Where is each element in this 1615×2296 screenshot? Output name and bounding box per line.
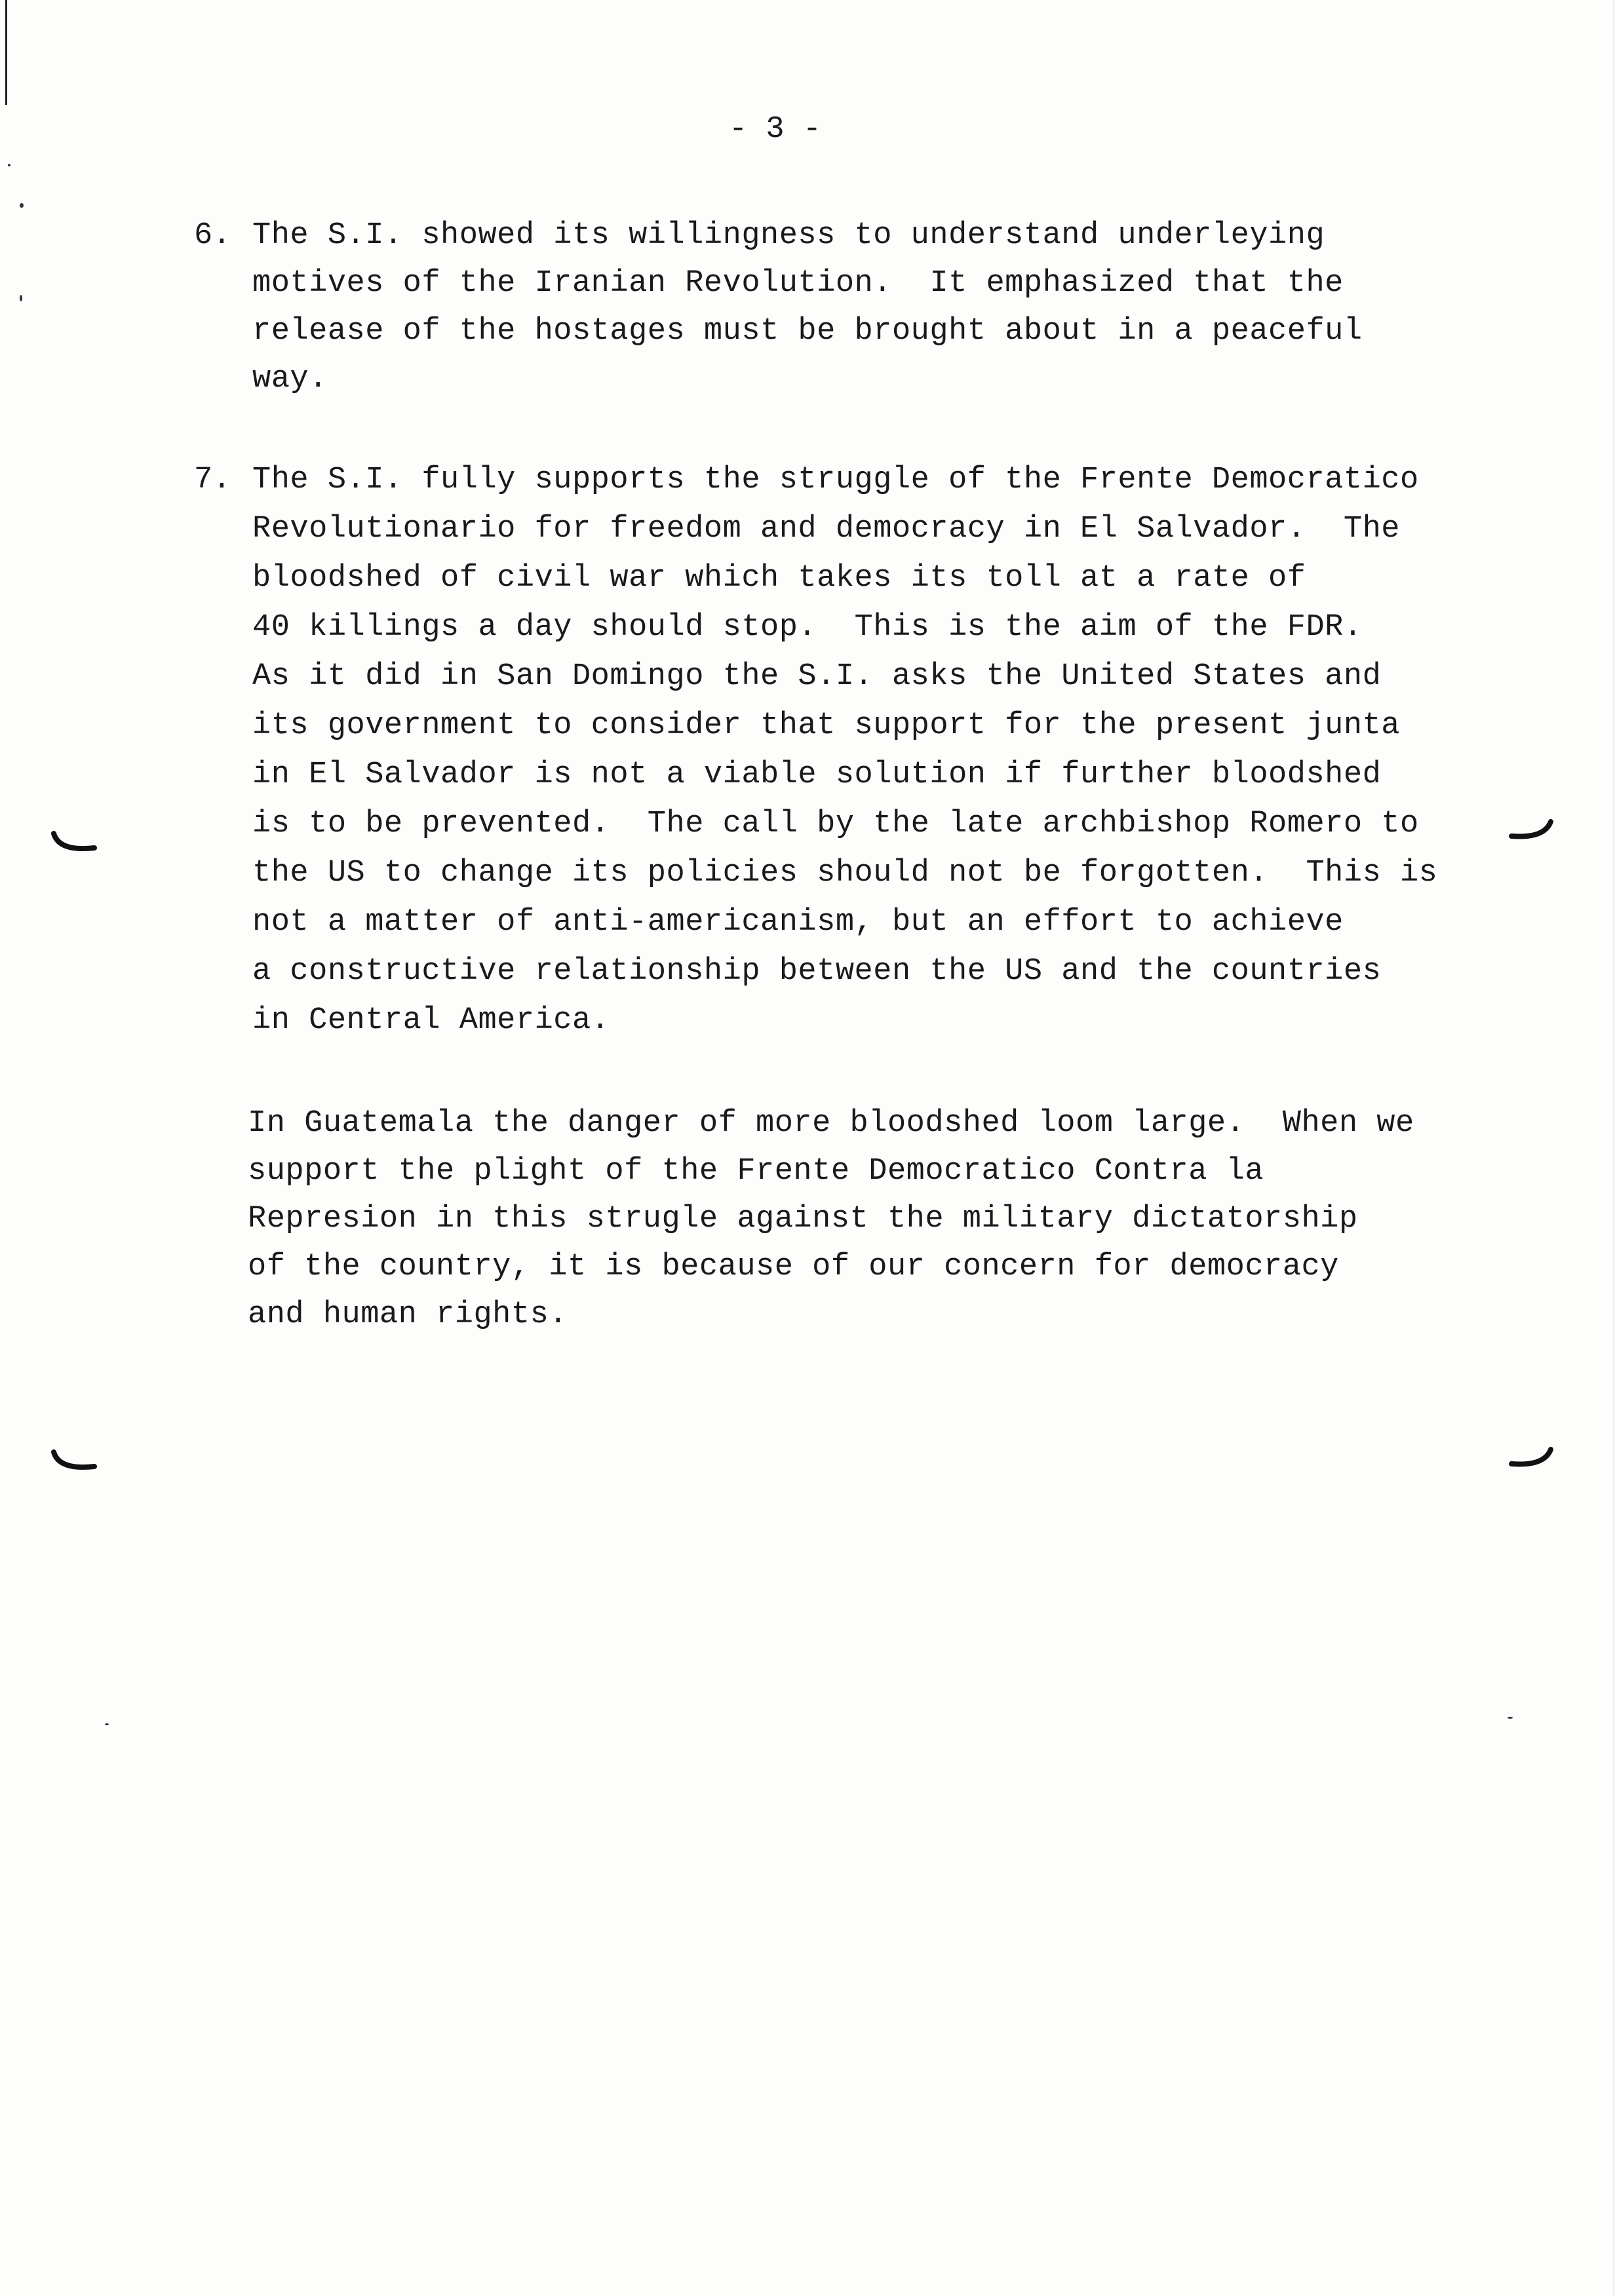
text-line: release of the hostages must be brought about in a peaceful (252, 314, 1363, 349)
text-line: 40 killings a day should stop. This is the aim of the FDR. (252, 610, 1363, 645)
text-line: of the country, it is because of our concern for democracy (248, 1250, 1339, 1284)
text-line: in Central America. (252, 1003, 610, 1038)
text-line: the US to change its policies should not be forgotten. This is (252, 856, 1438, 890)
text-line: bloodshed of civil war which takes its toll at a rate of (252, 561, 1306, 596)
text-line: In Guatemala the danger of more bloodshed loom large. When we (248, 1106, 1414, 1141)
text-line: The S.I. showed its willingness to understand underleying (252, 218, 1325, 253)
text-line: way. (252, 362, 328, 396)
scan-speck (20, 295, 22, 301)
punch-hole-mark (51, 831, 97, 854)
text-line: The S.I. fully supports the struggle of the Frente Democratico (252, 463, 1419, 497)
text-line: Revolutionario for freedom and democracy in El Salvador. The (252, 512, 1400, 546)
text-line: motives of the Iranian Revolution. It emphasized that the (252, 266, 1344, 301)
text-line: a constructive relationship between the US and the countries (252, 954, 1382, 989)
punch-hole-mark (1509, 819, 1555, 843)
text-line: support the plight of the Frente Democratico Contra la (248, 1154, 1264, 1189)
text-line: is to be prevented. The call by the late archbishop Romero to (252, 807, 1419, 841)
scan-speck (20, 203, 24, 208)
text-line: As it did in San Domingo the S.I. asks the United States and (252, 659, 1382, 694)
item-number: 7. (194, 463, 231, 497)
scan-speck (105, 1723, 109, 1725)
punch-hole-mark (51, 1449, 97, 1473)
text-line: not a matter of anti-americanism, but an effort to achieve (252, 905, 1344, 940)
text-line: its government to consider that support for the present junta (252, 708, 1400, 743)
item-number: 6. (194, 218, 231, 253)
scan-edge-mark (5, 0, 7, 105)
text-line: Represion in this strugle against the military dictatorship (248, 1202, 1358, 1236)
scan-edge-shadow (1611, 0, 1615, 2296)
scan-speck (8, 164, 10, 166)
scan-speck (1508, 1717, 1513, 1719)
text-line: in El Salvador is not a viable solution if further bloodshed (252, 757, 1382, 792)
page-number: - 3 - (729, 112, 822, 147)
text-line: and human rights. (248, 1297, 568, 1332)
punch-hole-mark (1509, 1447, 1555, 1470)
